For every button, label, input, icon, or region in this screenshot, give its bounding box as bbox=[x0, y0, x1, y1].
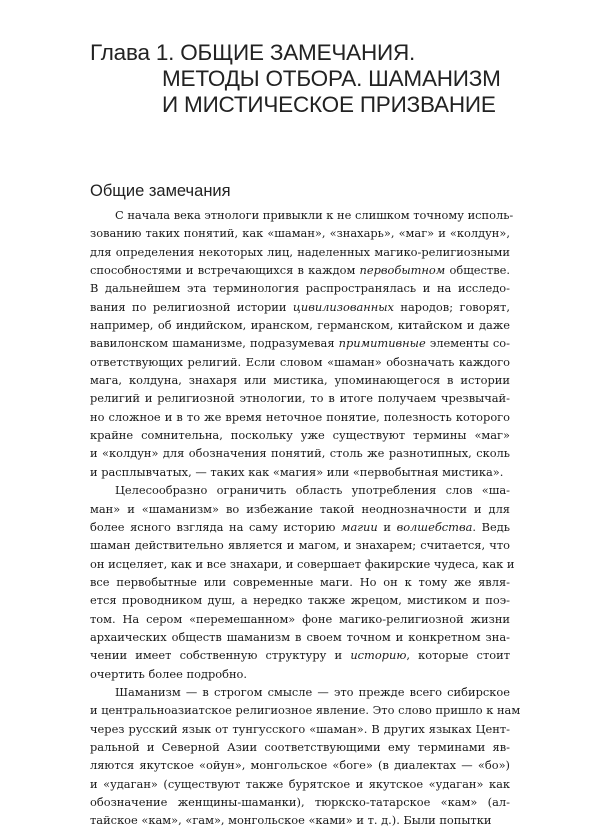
text-line: архаических обществ шаманизм в своем точном и конкретном зна- bbox=[90, 629, 510, 644]
text-line: через русский язык от тунгусского «шаман». В других языках Цент- bbox=[90, 721, 510, 736]
italic-term: историю bbox=[350, 648, 407, 663]
text-segment: . Ведь bbox=[472, 519, 510, 534]
italic-term: первобытном bbox=[359, 263, 446, 278]
text-line bbox=[90, 334, 510, 352]
text-line: Целесообразно ограничить область употребления слов «ша- bbox=[115, 483, 510, 498]
text-line: ответствующих религий. Если словом «шаман» обозначать каждого bbox=[90, 354, 510, 369]
chapter-title-line: МЕТОДЫ ОТБОРА. ШАМАНИЗМ bbox=[162, 66, 501, 91]
text-line: В дальнейшем эта терминология распространялась и на исследо- bbox=[90, 281, 510, 296]
text-line: зованию таких понятий, как «шаман», «знахарь», «маг» и «колдун», bbox=[90, 226, 510, 241]
text-line: ман» и «шаманизм» во избежание такой неоднозначности и для bbox=[90, 501, 510, 516]
text-line: но сложное и в то же время неточное понятие, полезность которого bbox=[90, 409, 510, 424]
text-segment: элементы со- bbox=[425, 336, 510, 351]
text-line: тайское «кам», «гам», монгольское «ками» и т. д.). Были попытки bbox=[90, 813, 492, 828]
text-segment: вавилонском шаманизме, подразумевая bbox=[90, 336, 339, 351]
text-line: и «удаган» (существуют также бурятское и якутское «удаган» как bbox=[90, 776, 510, 791]
italic-term: цивилизованных bbox=[292, 299, 394, 314]
text-line: и центральноазиатское религиозное явление. Это слово пришло к нам bbox=[90, 703, 521, 718]
text-segment: обществе. bbox=[445, 263, 510, 278]
chapter-title-line: И МИСТИЧЕСКОЕ ПРИЗВАНИЕ bbox=[162, 92, 496, 117]
text-line: С начала века этнологи привыкли к не слишком точному исполь- bbox=[115, 208, 514, 222]
body-text bbox=[90, 206, 521, 830]
text-line bbox=[90, 518, 510, 536]
text-line: том. На сером «перемешанном» фоне магико-религиозной жизни bbox=[90, 611, 510, 626]
text-line: ется проводником душ, а нередко также жрецом, мистиком и поэ- bbox=[90, 593, 510, 608]
text-segment: и bbox=[377, 519, 397, 534]
text-line: Шаманизм — в строгом смысле — это прежде всего сибирское bbox=[115, 684, 510, 699]
chapter-title-line: Глава 1. ОБЩИЕ ЗАМЕЧАНИЯ. bbox=[90, 40, 416, 65]
text-line bbox=[90, 261, 510, 279]
text-line: мага, колдуна, знахаря или мистика, упоминающегося в истории bbox=[90, 373, 510, 388]
text-segment: , которые стоит bbox=[406, 648, 510, 663]
text-line: он исцеляет, как и все знахари, и совершает факирские чудеса, как и bbox=[90, 556, 515, 571]
text-line bbox=[90, 646, 510, 664]
text-segment: чении имеет собственную структуру и bbox=[90, 648, 351, 663]
text-line: очертить более подробно. bbox=[90, 666, 248, 681]
text-line: обозначение женщины-шаманки), тюркско-татарское «кам» (ал- bbox=[90, 795, 510, 809]
text-line: ляются якутское «ойун», монгольское «боге» (в диалектах — «бо») bbox=[90, 758, 510, 773]
text-line bbox=[90, 298, 510, 316]
text-segment: вания по религиозной истории bbox=[90, 299, 293, 314]
text-segment: способностями и встречающихся в каждом bbox=[90, 263, 360, 278]
italic-term: магии bbox=[341, 519, 378, 534]
text-line: и расплывчатых, — таких как «магия» или «первобытная мистика». bbox=[90, 464, 504, 479]
text-line: и «колдун» для обозначения понятий, столь же разнотипных, сколь bbox=[90, 446, 510, 461]
text-segment: народов; говорят, bbox=[393, 299, 510, 314]
italic-term: волшебства bbox=[396, 519, 473, 534]
text-line: шаман действительно является и магом, и знахарем; считается, что bbox=[90, 538, 510, 553]
chapter-title bbox=[90, 40, 560, 118]
text-line: например, об индийском, иранском, германском, китайском и даже bbox=[90, 318, 510, 333]
text-line: ральной и Северной Азии соответствующими ему терминами яв- bbox=[90, 739, 510, 754]
text-line: религий и религиозной этнологии, то в итоге получаем чрезвычай- bbox=[90, 391, 510, 406]
text-line: крайне сомнительна, поскольку уже существуют термины «маг» bbox=[90, 428, 510, 443]
text-segment: более ясного взгляда на саму историю bbox=[90, 519, 341, 534]
text-line: для определения некоторых лиц, наделенных магико-религиозными bbox=[90, 244, 510, 259]
text-line: все первобытные или современные маги. Но он к тому же явля- bbox=[90, 574, 510, 589]
italic-term: примитивные bbox=[338, 336, 426, 351]
section-heading: Общие замечания bbox=[90, 182, 231, 200]
